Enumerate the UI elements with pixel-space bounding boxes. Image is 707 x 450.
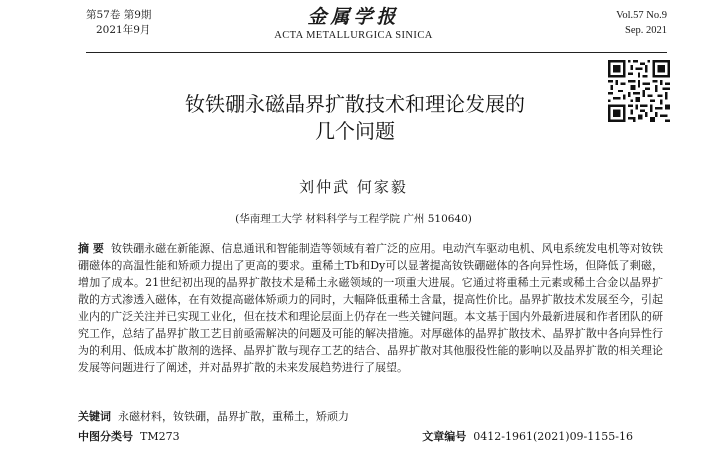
abstract-text: 钕铁硼永磁在新能源、信息通讯和智能制造等领域有着广泛的应用。电动汽车驱动电机、风电系统发电机等对钕铁硼磁体的高温性能和矫顽力提出了更高的要求。重稀土Tb和Dy可以显著提高钕铁硼磁体的各向异性场，但降低了剩磁，增加了成本。21世纪初出现的晶界扩散技术是稀土永磁领域的一项重大进展。它通过将重稀土元素或稀土合金以晶界扩散的方式渗透入磁体，在有效提高磁体矫顽力的同时，大幅降低重稀土含量，提高性价比。晶界扩散技术发展至今，引起业内的广泛关注并已实现工业化，但在技术和理论层面上仍存在一些关键问题。本文基于国内外最新进展和作者团队的研究工作，总结了晶界扩散工艺目前亟需解决的问题及可能的解决措施。对厚磁体的晶界扩散技术、晶界扩散中各向异性行为的利用、低成本扩散剂的选择、晶界扩散与现存工艺的结合、晶界扩散对其他服役性能的影响以及晶界扩散的相关理论发展等问题进行了阐述，并对晶界扩散的未来发展趋势进行了展望。 — [78, 242, 663, 374]
affiliation: (华南理工大学 材料科学与工程学院 广州 510640) — [235, 213, 472, 225]
classification-code: TM273 — [140, 430, 180, 443]
title-line-2: 几个问题 — [315, 119, 395, 143]
header-right — [616, 8, 667, 38]
abstract-label: 摘 要 — [78, 242, 104, 255]
article-number-value: 0412-1961(2021)09-1155-16 — [473, 430, 633, 443]
volume-issue-cn: 第57卷 第9期 — [86, 9, 152, 21]
keywords-label: 关键词 — [78, 410, 111, 423]
qr-code-icon — [608, 60, 670, 122]
date-en: Sep. 2021 — [625, 25, 667, 36]
journal-masthead — [0, 6, 707, 41]
classification — [78, 429, 180, 444]
journal-name-cn: 金属学报 — [307, 6, 400, 28]
abstract — [78, 240, 663, 376]
classification-label: 中图分类号 — [78, 430, 133, 443]
keywords — [78, 409, 349, 424]
authors: 刘仲武 何家毅 — [299, 178, 408, 196]
journal-name-en: ACTA METALLURGICA SINICA — [274, 30, 433, 41]
keywords-text: 永磁材料，钕铁硼，晶界扩散，重稀土，矫顽力 — [118, 410, 349, 423]
article-number — [422, 429, 633, 444]
title-line-1: 钕铁硼永磁晶界扩散技术和理论发展的 — [185, 92, 525, 116]
article-number-label: 文章编号 — [422, 430, 467, 443]
header-rule — [86, 52, 667, 53]
volume-issue-en: Vol.57 No.9 — [616, 10, 667, 21]
date-cn: 2021年9月 — [96, 24, 151, 36]
article-title — [110, 91, 600, 145]
